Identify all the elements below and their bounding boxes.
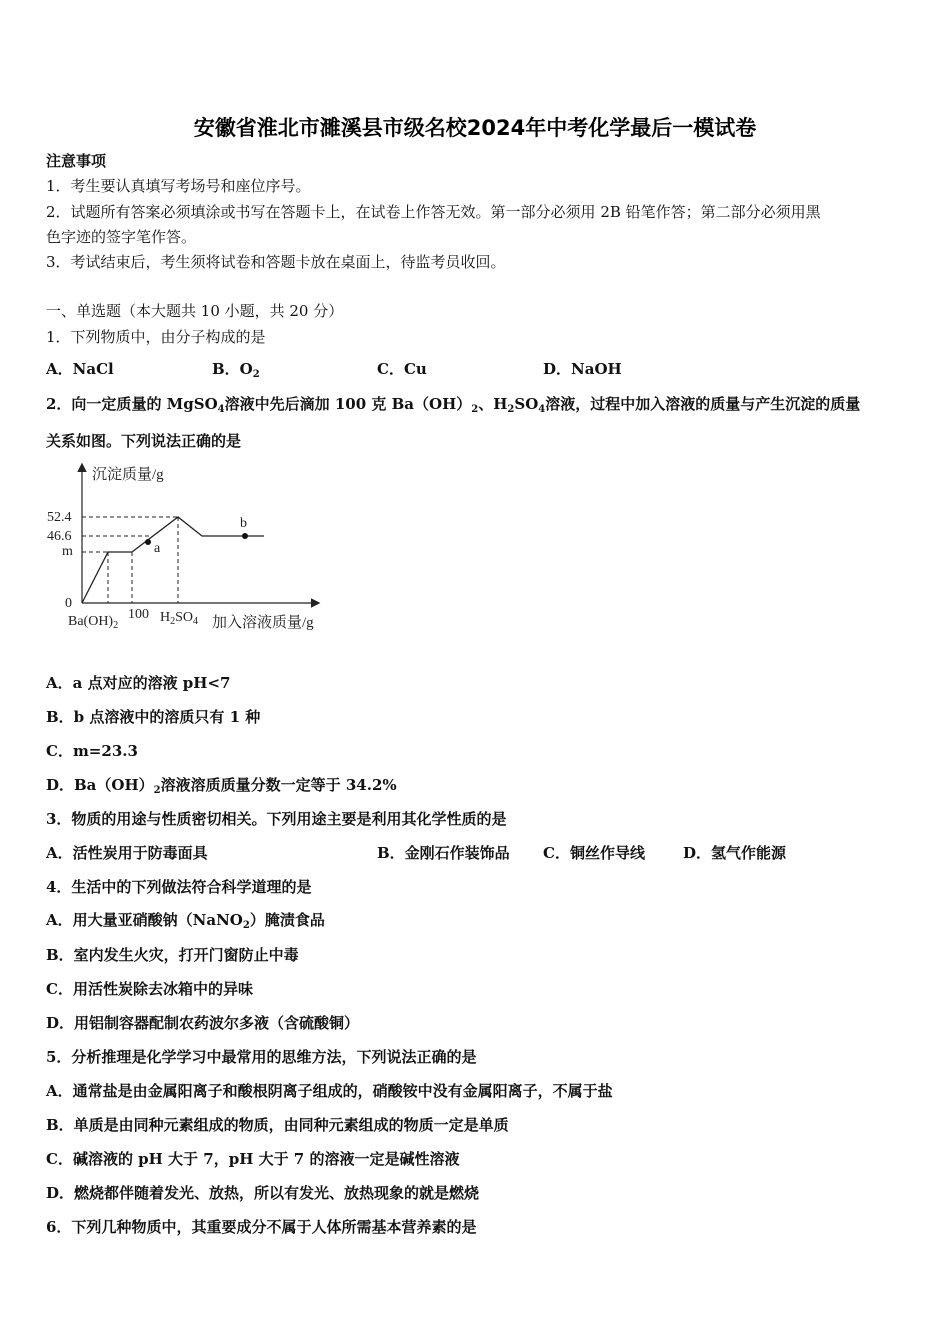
notice-item-3: 3．考试结束后，考生须将试卷和答题卡放在桌面上，待监考员收回。 [46,253,506,271]
q2-option-c: C．m=23.3 [46,742,138,760]
point-a-label: a [154,541,161,556]
point-b-label: b [240,516,247,531]
q5-option-b: B．单质是由同种元素组成的物质，由同种元素组成的物质一定是单质 [46,1116,509,1134]
q2-stem-sub1: 4 [217,404,225,415]
question-2-stem [46,394,860,420]
x-label-h2so4: $H_2SO_4$ [160,610,199,627]
q2-option-d-part1: D．Ba（OH） [46,776,154,794]
x-label-ba-oh2: $Ba(OH)_2$ [68,614,119,631]
q3-option-c: C．铜丝作导线 [543,844,645,862]
notice-item-2: 2．试题所有答案必须填涂或书写在答题卡上，在试卷上作答无效。第一部分必须用 2B 铅笔作答；第二部分必须用黑 [46,203,821,221]
q2-stem-part4: SO [514,395,539,413]
series-line [82,517,264,603]
q1-option-a: A．NaCl [46,360,114,378]
q4-option-a-part2: ）腌渍食品 [249,911,325,929]
q1-option-b-text: B．O [212,360,253,378]
q4-option-d: D．用铝制容器配制农药波尔多液（含硫酸铜） [46,1014,360,1032]
q2-option-b: B．b 点溶液中的溶质只有 1 种 [46,708,261,726]
q1-option-b [212,359,260,385]
y-axis-label: 沉淀质量/g [92,467,164,483]
q2-stem-part1: 2．向一定质量的 MgSO [46,395,218,413]
q2-stem-sub3: 2 [507,404,515,415]
question-5-stem: 5．分析推理是化学学习中最常用的思维方法，下列说法正确的是 [46,1048,477,1066]
q3-option-a: A．活性炭用于防毒面具 [46,844,208,862]
question-1-stem: 1．下列物质中，由分子构成的是 [46,328,266,346]
q2-option-d [46,775,397,801]
notice-heading: 注意事项 [46,152,107,170]
q5-option-c: C．碱溶液的 pH 大于 7，pH 大于 7 的溶液一定是碱性溶液 [46,1150,460,1168]
question-2-stem-cont: 关系如图。下列说法正确的是 [46,432,242,450]
q2-option-a: A．a 点对应的溶液 pH<7 [46,674,231,692]
section-heading: 一、单选题（本大题共 10 小题，共 20 分） [46,302,344,320]
question-4-stem: 4．生活中的下列做法符合科学道理的是 [46,878,312,896]
y-tick-52-4: 52.4 [47,510,72,525]
x-axis-label: 加入溶液质量/g [212,615,314,631]
q5-option-a: A．通常盐是由金属阳离子和酸根阴离子组成的，硝酸铵中没有金属阳离子，不属于盐 [46,1082,613,1100]
q5-option-d: D．燃烧都伴随着发光、放热，所以有发光、放热现象的就是燃烧 [46,1184,480,1202]
q4-option-b: B．室内发生火灾，打开门窗防止中毒 [46,946,299,964]
y-tick-46-6: 46.6 [47,529,72,544]
q2-stem-sub4: 4 [538,404,546,415]
q4-option-c: C．用活性炭除去冰箱中的异味 [46,980,253,998]
q1-option-d: D．NaOH [543,360,622,378]
q4-option-a [46,910,325,936]
precipitate-chart [47,455,350,640]
q4-option-a-part1: A．用大量亚硝酸钠（NaNO [46,911,243,929]
point-b [242,533,248,539]
point-a [145,539,151,545]
q4-option-a-sub: 2 [242,920,250,931]
question-3-stem: 3．物质的用途与性质密切相关。下列用途主要是利用其化学性质的是 [46,810,507,828]
page-title: 安徽省淮北市濉溪县市级名校2024年中考化学最后一模试卷 [193,116,757,140]
q2-stem-part2: 溶液中先后滴加 100 克 Ba（OH） [224,395,472,413]
q2-option-d-sub: 2 [153,785,161,796]
notice-item-1: 1．考生要认真填写考场号和座位序号。 [46,177,311,195]
q1-option-c: C．Cu [377,360,427,378]
y-tick-m: m [62,544,73,559]
q2-stem-part3: 、H [478,395,508,413]
y-tick-0: 0 [65,596,72,611]
question-6-stem: 6．下列几种物质中，其重要成分不属于人体所需基本营养素的是 [46,1218,477,1236]
q3-option-b: B．金刚石作装饰品 [377,844,510,862]
q2-stem-sub2: 2 [471,404,479,415]
notice-item-2-cont: 色字迹的签字笔作答。 [46,228,197,246]
q3-option-d: D．氢气作能源 [683,844,787,862]
q2-option-d-part2: 溶液溶质质量分数一定等于 34.2% [160,776,397,794]
x-label-100: 100 [128,607,149,622]
q2-stem-part5: 溶液，过程中加入溶液的质量与产生沉淀的质量 [545,395,861,413]
q1-option-b-sub: 2 [252,369,260,380]
